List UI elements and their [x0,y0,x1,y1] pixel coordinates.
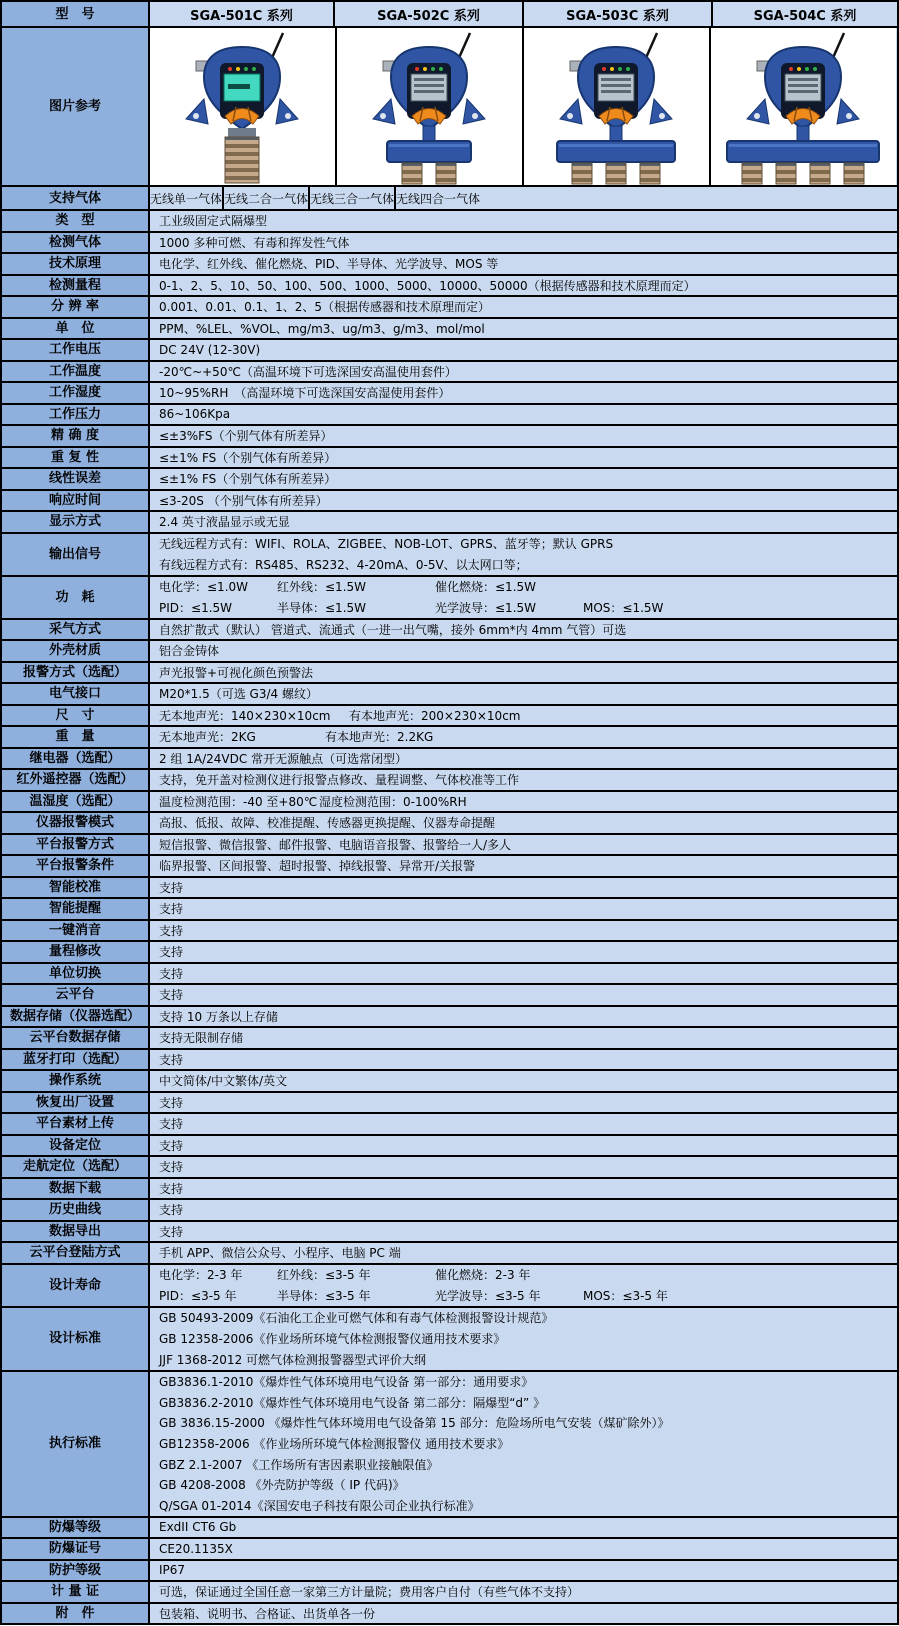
spec-value-line: 铝合金铸体 [159,644,220,659]
spec-value [150,620,897,640]
spec-label: 仪器报警模式 [2,813,150,833]
spec-label: 尺 寸 [2,706,150,726]
spec-value-segment: 光学波导：≤3-5 年 [435,1288,541,1303]
spec-value [150,491,897,511]
spec-value [150,534,897,575]
spec-value-segment: MOS：≤3-5 年 [583,1288,668,1303]
spec-value-line: 支持 [159,1181,184,1196]
spec-row [2,1157,897,1179]
spec-label: 检测气体 [2,233,150,253]
spec-row [2,856,897,878]
spec-row [2,620,897,642]
spec-row [2,1604,897,1626]
spec-row [2,254,897,276]
spec-row [2,211,897,233]
spec-label: 技术原理 [2,254,150,274]
spec-value-line: 无线远程方式有：WIFI、ROLA、ZIGBEE、NOB-LOT、GPRS、蓝牙等；默认 GPRS [159,537,614,552]
spec-label: 设计标准 [2,1308,150,1370]
image-row [2,28,897,187]
spec-value-line: 支持 [159,1117,184,1132]
spec-row [2,233,897,255]
spec-row [2,1539,897,1561]
spec-row [2,792,897,814]
spec-value [150,405,897,425]
spec-value [150,211,897,231]
spec-row [2,340,897,362]
spec-value [150,813,897,833]
spec-label: 云平台 [2,985,150,1005]
spec-value-line: PPM、%LEL、%VOL、mg/m3、ug/m3、g/m3、mol/mol [159,321,485,336]
spec-value-segment: 有本地声光：2.2KG [325,730,434,745]
spec-label: 红外遥控器（选配） [2,770,150,790]
spec-value [150,1179,897,1199]
spec-value-line: 支持 [159,1160,184,1175]
spec-value-line [150,577,897,598]
spec-value-line: ExdII CT6 Gb [159,1520,237,1535]
spec-value-line: 1000 多种可燃、有毒和挥发性气体 [159,235,350,250]
spec-row [2,899,897,921]
spec-value-segment: 半导体：≤1.5W [277,600,367,615]
spec-value [150,1007,897,1027]
spec-value-line: 有线远程方式有：RS485、RS232、4-20mA、0-5V、以太网口等； [159,557,528,572]
spec-label: 报警方式（选配） [2,663,150,683]
spec-row [2,1136,897,1158]
spec-value-line: 0-1、2、5、10、50、100、500、1000、5000、10000、50000（根据传感器和技术原理而定） [159,278,696,293]
spec-value-segment: 半导体：≤3-5 年 [277,1288,371,1303]
spec-value-line: 支持 [159,1224,184,1239]
spec-value-line: ≤±1% FS（个别气体有所差异） [159,472,337,487]
spec-value-segment: 无本地声光：2KG [159,730,256,745]
spec-row [2,1071,897,1093]
spec-label: 功 耗 [2,577,150,618]
spec-value [150,1028,897,1048]
spec-row [2,1200,897,1222]
spec-value-line [150,1265,897,1286]
spec-value [150,340,897,360]
spec-value-segment: PID：≤3-5 年 [159,1288,237,1303]
spec-label: 云平台数据存储 [2,1028,150,1048]
spec-value [150,1308,897,1370]
spec-row [2,1518,897,1540]
spec-value-line: 自然扩散式（默认） 管道式、流通式（一进一出气嘴，接外 6mm*内 4mm 气管）可选 [159,622,627,637]
spec-value [150,577,897,618]
spec-row [2,770,897,792]
spec-row [2,297,897,319]
spec-value [150,254,897,274]
spec-label: 量程修改 [2,942,150,962]
spec-value-line: ≤±1% FS（个别气体有所差异） [159,450,337,465]
spec-label: 平台报警条件 [2,856,150,876]
spec-row [2,512,897,534]
spec-value-line: 10~95%RH （高湿环境下可选深国安高湿使用套件） [159,386,451,401]
spec-label: 走航定位（选配） [2,1157,150,1177]
spec-value [150,684,897,704]
spec-row [2,663,897,685]
spec-label: 工作电压 [2,340,150,360]
spec-value [150,942,897,962]
spec-value [150,663,897,683]
spec-value [150,448,897,468]
spec-value [150,319,897,339]
spec-row [2,641,897,663]
spec-row [2,835,897,857]
spec-value-line: 支持 [159,902,184,917]
spec-value-segment: 光学波导：≤1.5W [435,600,537,615]
spec-label: 数据导出 [2,1222,150,1242]
spec-value [150,1157,897,1177]
spec-label: 执行标准 [2,1372,150,1516]
spec-value [150,297,897,317]
spec-value-line: ≤3-20S （个别气体有所差异） [159,493,328,508]
spec-row [2,1561,897,1583]
spec-label: 重 量 [2,727,150,747]
spec-value [150,1372,897,1516]
spec-row [2,534,897,577]
spec-value [150,276,897,296]
gas-value-4: 无线四合一气体 [396,187,480,209]
model-name-2: SGA-502C 系列 [335,2,524,26]
spec-value [150,1243,897,1263]
spec-value-segment: 有本地声光：200×230×10cm [349,708,521,723]
spec-value-line [150,727,897,747]
spec-value-line: 可选，保证通过全国任意一家第三方计量院；费用客户自付（有些气体不支持） [159,1585,580,1600]
spec-value-line: GB 50493-2009《石油化工企业可燃气体和有毒气体检测报警设计规范》 [159,1311,554,1326]
spec-value [150,1093,897,1113]
model-name-3: SGA-503C 系列 [524,2,713,26]
spec-value-line [150,597,897,618]
spec-value [150,856,897,876]
spec-label: 检测量程 [2,276,150,296]
spec-value-line: Q/SGA 01-2014《深国安电子科技有限公司企业执行标准》 [159,1498,480,1513]
spec-label: 重 复 性 [2,448,150,468]
spec-value-line: 支持 [159,966,184,981]
model-name-1: SGA-501C 系列 [150,2,335,26]
spec-label: 数据存储（仪器选配） [2,1007,150,1027]
spec-value [150,426,897,446]
spec-value-line: 2.4 英寸液晶显示或无显 [159,515,290,530]
spec-label: 附 件 [2,1604,150,1624]
spec-value-line: 短信报警、微信报警、邮件报警、电脑语音报警、报警给一人/多人 [159,837,512,852]
spec-rows [2,211,897,1625]
spec-label: 蓝牙打印（选配） [2,1050,150,1070]
spec-label: 设备定位 [2,1136,150,1156]
spec-row [2,405,897,427]
spec-value-line: M20*1.5（可选 G3/4 螺纹） [159,687,318,702]
spec-value-line: -20℃~+50℃（高温环境下可选深国安高温使用套件） [159,364,457,379]
spec-value [150,512,897,532]
spec-label: 工作湿度 [2,383,150,403]
spec-value [150,921,897,941]
spec-row [2,921,897,943]
spec-value-line: 中文简体/中文繁体/英文 [159,1074,288,1089]
spec-value [150,770,897,790]
spec-row [2,1582,897,1604]
spec-value-segment: 红外线：≤3-5 年 [277,1268,371,1283]
spec-row [2,1007,897,1029]
spec-row [2,1243,897,1265]
spec-value-line: IP67 [159,1563,186,1578]
spec-value [150,792,897,812]
spec-label: 响应时间 [2,491,150,511]
spec-value-line: 手机 APP、微信公众号、小程序、电脑 PC 端 [159,1246,401,1261]
spec-row [2,319,897,341]
spec-value [150,233,897,253]
spec-value [150,1561,897,1581]
spec-label: 输出信号 [2,534,150,575]
spec-value [150,1136,897,1156]
spec-value-line: GB 4208-2008 《外壳防护等级（ IP 代码)》 [159,1478,405,1493]
detector-cell [711,28,896,185]
spec-row [2,964,897,986]
spec-value-line: 支持无限制存储 [159,1031,244,1046]
spec-value-line: GB 12358-2006《作业场所环境气体检测报警仪通用技术要求》 [159,1332,506,1346]
spec-row [2,684,897,706]
spec-value-segment: 无本地声光：140×230×10cm [159,708,331,723]
spec-row [2,362,897,384]
spec-value-line: 包装箱、说明书、合格证、出货单各一份 [159,1606,376,1621]
spec-label: 一键消音 [2,921,150,941]
spec-label: 线性误差 [2,469,150,489]
spec-value [150,383,897,403]
spec-label: 防爆证号 [2,1539,150,1559]
spec-value [150,641,897,661]
spec-value-line: 电化学、红外线、催化燃烧、PID、半导体、光学波导、MOS 等 [159,257,499,272]
model-name-4: SGA-504C 系列 [713,2,897,26]
spec-label: 温湿度（选配） [2,792,150,812]
spec-value-segment: 红外线：≤1.5W [277,580,367,595]
gas-value-2: 无线二合一气体 [224,187,310,209]
spec-value-line: 支持 [159,1203,184,1218]
spec-label: 平台报警方式 [2,835,150,855]
spec-row [2,942,897,964]
spec-value-line: DC 24V (12-30V) [159,342,261,357]
gas-detector-illustration [711,29,896,185]
spec-value [150,985,897,1005]
spec-value-line: 86~106Kpa [159,407,231,422]
spec-value [150,1071,897,1091]
spec-value-line [150,792,897,812]
spec-value-line: GB12358-2006 《作业场所环境气体检测报警仪 通用技术要求》 [159,1437,510,1451]
header-row [2,2,897,28]
spec-label: 平台素材上传 [2,1114,150,1134]
spec-row [2,1308,897,1372]
spec-label: 采气方式 [2,620,150,640]
spec-label: 分 辨 率 [2,297,150,317]
spec-label: 设计寿命 [2,1265,150,1306]
spec-label: 继电器（选配） [2,749,150,769]
spec-value [150,1539,897,1559]
spec-row [2,985,897,1007]
spec-value-line: 声光报警+可视化颜色预警法 [159,665,314,680]
spec-label: 单 位 [2,319,150,339]
spec-value [150,1604,897,1624]
spec-row [2,878,897,900]
spec-label: 历史曲线 [2,1200,150,1220]
spec-value-segment: 湿度检测范围：0-100%RH [319,794,467,809]
spec-value-line: GBZ 2.1-2007 《工作场所有害因素职业接触限值》 [159,1457,439,1472]
spec-row [2,1114,897,1136]
spec-value [150,1050,897,1070]
spec-value-line: 0.001、0.01、0.1、1、2、5（根据传感器和技术原理而定） [159,300,491,315]
spec-value-segment: 电化学：≤1.0W [159,580,249,595]
spec-value-line: 支持 [159,1052,184,1067]
spec-value [150,362,897,382]
spec-row [2,749,897,771]
spec-row [2,1179,897,1201]
spec-value [150,1518,897,1538]
spec-label: 数据下载 [2,1179,150,1199]
spec-value-line: 高报、低报、故障、校准提醒、传感器更换提醒、仪器寿命提醒 [159,816,496,831]
spec-value [150,964,897,984]
spec-label: 单位切换 [2,964,150,984]
gas-detector-illustration [150,29,335,185]
spec-row [2,383,897,405]
spec-row [2,426,897,448]
spec-label: 智能校准 [2,878,150,898]
spec-value-line [150,706,897,726]
gas-row [2,187,897,211]
gas-value-1: 无线单一气体 [150,187,224,209]
spec-value [150,1114,897,1134]
spec-value [150,878,897,898]
spec-label: 显示方式 [2,512,150,532]
spec-value-segment: 催化燃烧：2-3 年 [435,1268,531,1283]
spec-label: 工作压力 [2,405,150,425]
gas-detector-illustration [524,29,709,185]
spec-row [2,448,897,470]
spec-value-segment: 催化燃烧：≤1.5W [435,580,537,595]
spec-value [150,835,897,855]
spec-row [2,1050,897,1072]
spec-value [150,706,897,726]
spec-label: 智能提醒 [2,899,150,919]
spec-value-line: 支持 10 万条以上存储 [159,1009,278,1024]
spec-value-line: 支持，免开盖对检测仪进行报警点修改、量程调整、气体校准等工作 [159,773,520,788]
spec-value-line: 支持 [159,945,184,960]
spec-row [2,1222,897,1244]
spec-value-line: JJF 1368-2012 可燃气体检测报警器型式评价大纲 [159,1352,427,1367]
spec-label: 类 型 [2,211,150,231]
spec-row [2,1265,897,1308]
spec-row [2,1093,897,1115]
spec-value [150,1582,897,1602]
spec-value-line: GB 3836.15-2000 《爆炸性气体环境用电气设备第 15 部分：危险场所电气安装（煤矿除外）》 [159,1416,670,1431]
spec-label: 防护等级 [2,1561,150,1581]
spec-value-line: 支持 [159,1138,184,1153]
spec-value [150,1222,897,1242]
spec-row [2,1372,897,1518]
spec-value [150,899,897,919]
spec-value-line: CE20.1135X [159,1541,233,1556]
spec-value-line: GB3836.1-2010《爆炸性气体环境用电气设备 第一部分：通用要求》 [159,1375,534,1390]
spec-value-line: 临界报警、区间报警、超时报警、掉线报警、异常开/关报警 [159,859,476,874]
spec-label: 电气接口 [2,684,150,704]
spec-value [150,1265,897,1306]
gas-row-label: 支持气体 [2,187,150,209]
spec-value-line: ≤±3%FS（个别气体有所差异） [159,429,333,444]
spec-value-line: 支持 [159,923,184,938]
spec-label: 操作系统 [2,1071,150,1091]
spec-value-line: 支持 [159,880,184,895]
spec-value-segment: 电化学：2-3 年 [159,1268,243,1283]
model-header-label: 型 号 [2,2,150,26]
spec-value-line: 工业级固定式隔爆型 [159,214,268,229]
spec-row [2,577,897,620]
spec-row [2,276,897,298]
spec-row [2,813,897,835]
spec-value [150,727,897,747]
spec-value-segment: 温度检测范围：-40 至+80℃ [159,794,318,809]
spec-label: 恢复出厂设置 [2,1093,150,1113]
gas-value-3: 无线三合一气体 [310,187,396,209]
gas-detector-illustration [337,29,522,185]
spec-value-segment: PID：≤1.5W [159,600,233,615]
spec-value [150,469,897,489]
spec-value [150,1200,897,1220]
spec-value-segment: MOS：≤1.5W [583,600,664,615]
spec-label: 防爆等级 [2,1518,150,1538]
detector-cell [337,28,524,185]
spec-value-line: GB3836.2-2010《爆炸性气体环境用电气设备 第二部分：隔爆型“d” 》 [159,1395,546,1410]
spec-row [2,706,897,728]
spec-value-line [150,1285,897,1306]
spec-value-line: 支持 [159,1095,184,1110]
image-row-label: 图片参考 [2,28,150,185]
spec-row [2,469,897,491]
spec-label: 外壳材质 [2,641,150,661]
spec-value-line: 支持 [159,988,184,1003]
spec-label: 精 确 度 [2,426,150,446]
spec-row [2,1028,897,1050]
spec-row [2,727,897,749]
spec-label: 云平台登陆方式 [2,1243,150,1263]
detector-cell [524,28,711,185]
detector-cell [150,28,337,185]
spec-label: 计 量 证 [2,1582,150,1602]
spec-value-line: 2 组 1A/24VDC 常开无源触点（可选常闭型） [159,751,408,766]
spec-row [2,491,897,513]
spec-label: 工作温度 [2,362,150,382]
spec-value [150,749,897,769]
